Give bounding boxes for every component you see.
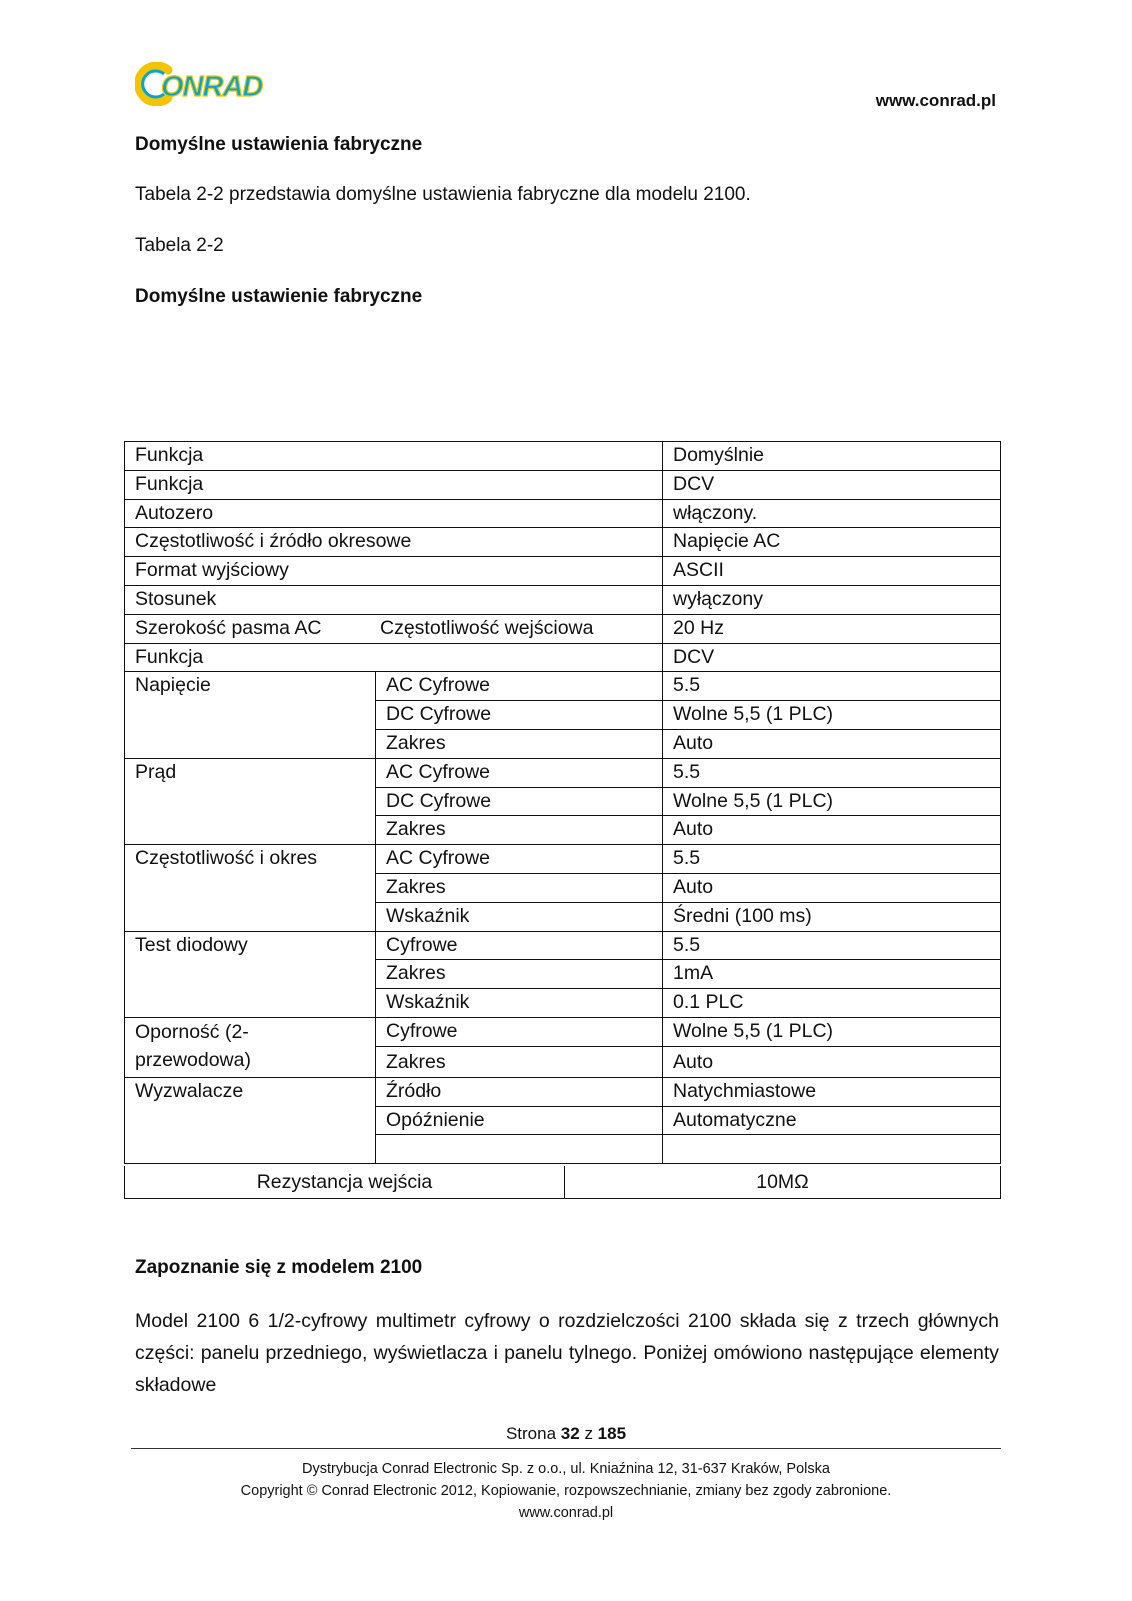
table-cell: Funkcja: [125, 643, 663, 672]
table-cell: Test diodowy: [125, 931, 376, 1017]
resistance-label-line2: przewodowa): [135, 1048, 251, 1071]
model-description: Model 2100 6 1/2-cyfrowy multimetr cyfrowy o rozdzielczości 2100 składa się z trzech głównych części: panelu przedniego, wyświetlacza i panelu tylnego. Poniżej omówiono następujące elementy składowe: [135, 1310, 999, 1396]
table-cell: 20 Hz: [663, 614, 1001, 643]
table-cell: Częstotliwość i źródło okresowe: [125, 528, 663, 557]
table-row: [125, 585, 1001, 614]
footer-divider: [131, 1448, 1001, 1449]
table-cell: DCV: [663, 643, 1001, 672]
table-row: [125, 528, 1001, 557]
default-settings-table: [124, 441, 1001, 1164]
resistance-label-line1: Oporność (2-: [135, 1020, 249, 1043]
table-cell: DC Cyfrowe: [376, 787, 663, 816]
footer-url[interactable]: www.conrad.pl: [518, 1505, 614, 1521]
table-cell: Wskaźnik: [376, 902, 663, 931]
table-cell: AC Cyfrowe: [376, 845, 663, 874]
table-row: [125, 557, 1001, 586]
table-row: [125, 1017, 1001, 1046]
footer-distribution: Dystrybucja Conrad Electronic Sp. z o.o., ul. Kniaźnina 12, 31-637 Kraków, Polska: [302, 1461, 830, 1477]
table-cell: Auto: [663, 873, 1001, 902]
intro-paragraph: Tabela 2-2 przedstawia domyślne ustawienia fabryczne dla modelu 2100.: [135, 184, 751, 205]
table-row: [125, 1077, 1001, 1106]
page-current: 32: [560, 1424, 580, 1443]
table-cell: [663, 1135, 1001, 1164]
table-cell: Zakres: [376, 729, 663, 758]
table-cell: wyłączony: [663, 585, 1001, 614]
table-cell: Funkcja: [125, 470, 663, 499]
footer-copyright: Copyright © Conrad Electronic 2012, Kopiowanie, rozpowszechnianie, zmiany bez zgody zabronione.: [240, 1483, 892, 1499]
table-cell: Napięcie AC: [663, 528, 1001, 557]
table-cell: Częstotliwość i okres: [125, 845, 376, 931]
table-row: [125, 470, 1001, 499]
input-resistance-row: [124, 1166, 1001, 1199]
section-title: Domyślne ustawienia fabryczne: [135, 134, 423, 155]
table-cell: Auto: [663, 729, 1001, 758]
table-cell: Zakres: [376, 960, 663, 989]
table-cell: Wolne 5,5 (1 PLC): [663, 701, 1001, 730]
table-row: [125, 931, 1001, 960]
table-cell: [125, 614, 663, 643]
table-cell: Auto: [663, 816, 1001, 845]
page-of: z: [584, 1424, 593, 1443]
table-cell: Zakres: [376, 816, 663, 845]
table-cell: 1mA: [663, 960, 1001, 989]
table-cell: Opóźnienie: [376, 1106, 663, 1135]
table-header-row: [125, 442, 1001, 471]
table-cell: Średni (100 ms): [663, 902, 1001, 931]
table-cell: Wolne 5,5 (1 PLC): [663, 787, 1001, 816]
table-row: [125, 672, 1001, 701]
table-cell: Napięcie: [125, 672, 376, 758]
table-cell: Wolne 5,5 (1 PLC): [663, 1017, 1001, 1046]
table-cell: włączony.: [663, 499, 1001, 528]
table-cell: [125, 1017, 376, 1077]
svg-text:ONRAD: ONRAD: [161, 71, 263, 103]
header-site-url[interactable]: www.conrad.pl: [875, 91, 996, 110]
page-number: [0, 1424, 1132, 1444]
table-cell: Wskaźnik: [376, 989, 663, 1018]
section-title-model: Zapoznanie się z modelem 2100: [135, 1257, 423, 1278]
table-cell: [376, 1135, 663, 1164]
table-cell: Stosunek: [125, 585, 663, 614]
page-prefix: Strona: [505, 1424, 557, 1443]
table-cell: Cyfrowe: [376, 931, 663, 960]
bandwidth-sub: Częstotliwość wejściowa: [380, 616, 594, 639]
table-cell: Zakres: [376, 873, 663, 902]
table-cell: Autozero: [125, 499, 663, 528]
table-cell: DC Cyfrowe: [376, 701, 663, 730]
table-cell: Cyfrowe: [376, 1017, 663, 1046]
table-cell: 5.5: [663, 758, 1001, 787]
table-cell: 0.1 PLC: [663, 989, 1001, 1018]
table-row: [125, 614, 1001, 643]
table-title: Domyślne ustawienie fabryczne: [135, 286, 423, 307]
table-row: [125, 499, 1001, 528]
bandwidth-label: Szerokość pasma AC: [135, 616, 322, 639]
table-cell: 5.5: [663, 931, 1001, 960]
table-cell: AC Cyfrowe: [376, 672, 663, 701]
table-cell: Zakres: [376, 1046, 663, 1077]
table-cell: Wyzwalacze: [125, 1077, 376, 1163]
table-reference: Tabela 2-2: [135, 235, 224, 256]
table-cell: ASCII: [663, 557, 1001, 586]
table-cell: Natychmiastowe: [663, 1077, 1001, 1106]
input-resistance-value: 10MΩ: [756, 1170, 809, 1193]
table-cell: AC Cyfrowe: [376, 758, 663, 787]
conrad-logo: [135, 62, 277, 106]
table-cell: Format wyjściowy: [125, 557, 663, 586]
table-cell: Funkcja: [125, 442, 663, 471]
table-cell: 5.5: [663, 672, 1001, 701]
table-cell: DCV: [663, 470, 1001, 499]
table-cell: Źródło: [376, 1077, 663, 1106]
table-row: [125, 643, 1001, 672]
table-row: [125, 845, 1001, 874]
table-cell: Automatyczne: [663, 1106, 1001, 1135]
table-row: [125, 758, 1001, 787]
input-resistance-label: Rezystancja wejścia: [125, 1166, 565, 1198]
table-cell: Domyślnie: [663, 442, 1001, 471]
table-cell: Auto: [663, 1046, 1001, 1077]
table-cell: 5.5: [663, 845, 1001, 874]
page-total: 185: [597, 1424, 627, 1443]
table-cell: Prąd: [125, 758, 376, 844]
